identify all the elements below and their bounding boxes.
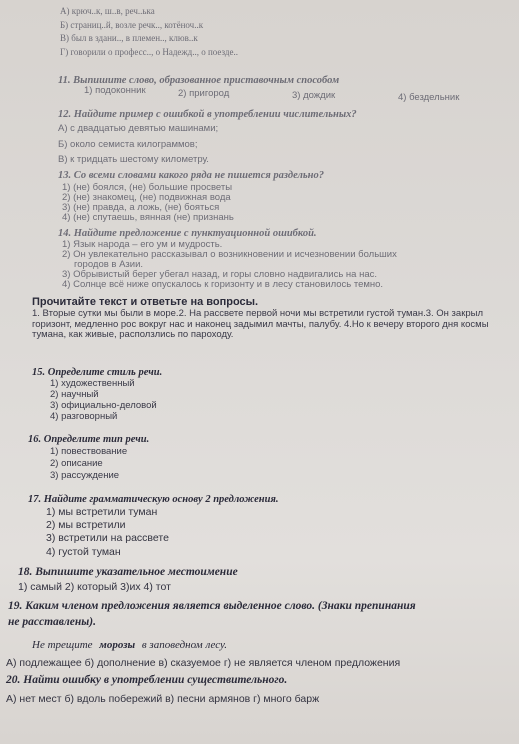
q20-options: А) нет мест б) вдоль побережий в) песни армянов г) много барж [6,693,320,705]
q13-option-3: 3) (не) правда, а ложь, (не) бояться [62,202,220,213]
q19-highlighted-word: морозы [99,639,136,651]
q18-options: 1) самый 2) который 3)их 4) тот [18,581,171,593]
q11-option-4: 4) бездельник [398,92,460,103]
top-option-a: А) крюч..к, ш..в, реч..ька [60,6,155,16]
q19-sentence-end: в заповедном лесу. [141,639,228,651]
q12-title: 12. Найдите пример с ошибкой в употреблении числительных? [58,109,357,120]
q19-title-line-1: 19. Каким членом предложения является выделенное слово. (Знаки препинания [8,600,416,612]
q15-option-3: 3) официально-деловой [50,400,157,411]
text-block-body: 1. Вторые сутки мы были в море.2. На рассвете первой ночи мы встретили густой туман.3. Он закрыл горизонт, медленно рос вокруг нас и наконец задымил мачты, палубу. 4.Но к вечеру второго дня космы тумана, как живые, расползлись по пароходу. [32,308,489,340]
q11-option-1: 1) подоконник [84,85,146,96]
q15-title: 15. Определите стиль речи. [32,367,163,378]
q20-title: 20. Найти ошибку в употреблении существительного. [6,674,288,686]
q17-option-2: 2) мы встретили [46,519,126,531]
q15-option-2: 2) научный [50,389,99,400]
q17-option-3: 3) встретили на рассвете [46,532,169,544]
q19-sentence [32,640,227,651]
q16-option-3: 3) рассуждение [50,470,120,481]
q11-option-3: 3) дождик [292,90,336,101]
text-block-title: Прочитайте текст и ответьте на вопросы. [32,296,259,308]
q15-option-4: 4) разговорный [50,411,118,422]
q14-title: 14. Найдите предложение с пунктуационной ошибкой. [58,228,317,239]
q18-title: 18. Выпишите указательное местоимение [18,566,238,578]
q11-option-2: 2) пригород [178,88,230,99]
top-option-b: Б) страниц..й, возле речк.., котёноч..к [60,20,204,30]
q13-option-1: 1) (не) боялся, (не) большие просветы [62,182,233,193]
q12-option-c: В) к тридцать шестому километру. [58,154,209,165]
q12-option-b: Б) около семиста килограммов; [58,139,198,150]
q17-title: 17. Найдите грамматическую основу 2 предложения. [28,494,279,505]
q14-option-4: 4) Солнце всё ниже опускалось к горизонту и в лесу становилось темно. [62,279,384,290]
q19-sentence-start: Не трещите [32,639,93,651]
q16-option-2: 2) описание [50,458,103,469]
top-option-d: Г) говорили о професс.., о Надежд.., о поезде.. [60,47,238,57]
top-option-c: В) был в здани.., в племен.., клюв..к [60,33,198,43]
q16-option-1: 1) повествование [50,446,128,457]
q19-options: А) подлежащее б) дополнение в) сказуемое г) не является членом предложения [6,657,401,669]
q11-title: 11. Выпишите слово, образованное приставочным способом [58,75,340,86]
q13-option-2: 2) (не) знакомец, (не) подвижная вода [62,192,231,203]
q14-option-2-cont: городов в Азии. [74,259,144,270]
q15-option-1: 1) художественный [50,378,135,389]
q14-option-2: 2) Он увлекательно рассказывал о возникновении и исчезновении больших [62,249,397,260]
q16-title: 16. Определите тип речи. [28,434,150,445]
q14-option-3: 3) Обрывистый берег убегал назад, и горы словно надвигались на нас. [62,269,378,280]
q17-option-1: 1) мы встретили туман [46,506,158,518]
q13-title: 13. Со всеми словами какого ряда не пишется раздельно? [58,170,325,181]
q14-option-1: 1) Язык народа – его ум и мудрость. [62,239,223,250]
q19-title-line-2: не расставлены). [8,616,96,628]
q12-option-a: А) с двадцатью девятью машинами; [58,123,219,134]
q13-option-4: 4) (не) спутаешь, вянная (не) признань [62,212,234,223]
q17-option-4: 4) густой туман [46,546,121,558]
